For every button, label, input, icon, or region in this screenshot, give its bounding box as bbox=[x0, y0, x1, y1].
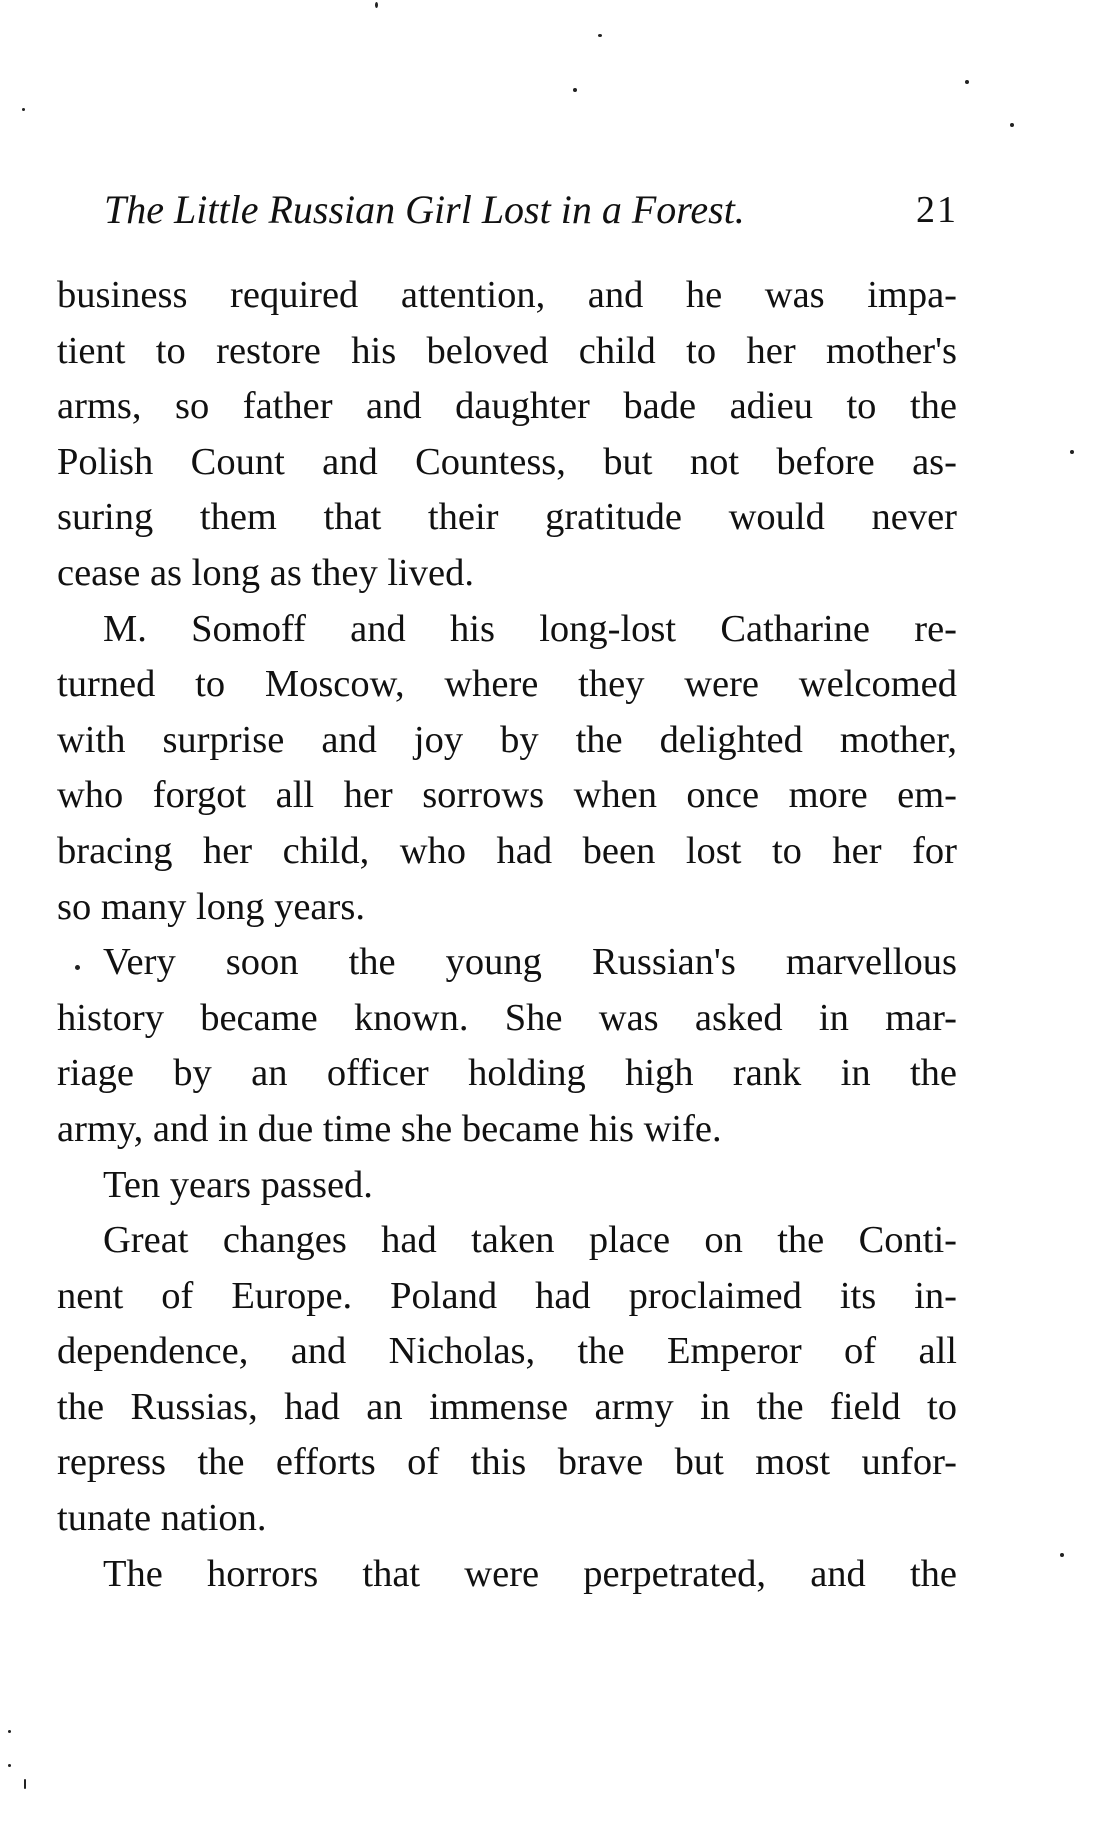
text-line: business required attention, and he was impa- bbox=[57, 274, 957, 316]
text-line: cease as long as they lived. bbox=[57, 551, 474, 594]
page-number: 21 bbox=[916, 189, 958, 231]
body-text bbox=[57, 268, 957, 1602]
text-line: repress the efforts of this brave but most unfor- bbox=[57, 1441, 957, 1484]
text-line: Great changes had taken place on the Conti- bbox=[103, 1219, 957, 1262]
scan-speck bbox=[1060, 1553, 1064, 1557]
text-line: dependence, and Nicholas, the Emperor of all bbox=[57, 1330, 957, 1373]
text-line: who forgot all her sorrows when once more em- bbox=[57, 774, 957, 817]
running-title: The Little Russian Girl Lost in a Forest. bbox=[104, 187, 745, 232]
text-line: The horrors that were perpetrated, and the bbox=[103, 1552, 957, 1595]
text-line: Very soon the young Russian's marvellous bbox=[103, 941, 957, 984]
text-line: nent of Europe. Poland had proclaimed its in- bbox=[57, 1274, 957, 1317]
scan-speck bbox=[573, 88, 577, 92]
text-line: turned to Moscow, where they were welcomed bbox=[57, 663, 957, 706]
text-line: with surprise and joy by the delighted mother, bbox=[57, 718, 957, 761]
scan-speck bbox=[375, 2, 378, 8]
text-line: history became known. She was asked in mar- bbox=[57, 996, 957, 1039]
text-line: army, and in due time she became his wife. bbox=[57, 1107, 722, 1150]
scan-speck bbox=[75, 965, 80, 970]
scan-speck bbox=[8, 1764, 11, 1767]
text-line: so many long years. bbox=[57, 885, 365, 928]
text-line: tunate nation. bbox=[57, 1497, 267, 1540]
scan-speck bbox=[965, 80, 969, 84]
text-line: Polish Count and Countess, but not before as- bbox=[57, 440, 957, 483]
text-line: tient to restore his beloved child to her mother's bbox=[57, 329, 957, 372]
scan-speck bbox=[22, 108, 25, 111]
scan-speck bbox=[8, 1730, 11, 1733]
scan-speck bbox=[1010, 123, 1014, 127]
text-line: Ten years passed. bbox=[103, 1163, 373, 1206]
scan-speck bbox=[598, 34, 602, 37]
text-line: arms, so father and daughter bade adieu to the bbox=[57, 385, 957, 428]
text-line: M. Somoff and his long-lost Catharine re- bbox=[103, 607, 957, 650]
text-line: riage by an officer holding high rank in the bbox=[57, 1052, 957, 1095]
text-line: bracing her child, who had been lost to her for bbox=[57, 829, 957, 872]
running-head bbox=[104, 182, 958, 238]
text-line: suring them that their gratitude would never bbox=[57, 496, 957, 539]
text-line: the Russias, had an immense army in the field to bbox=[57, 1385, 957, 1428]
scan-speck bbox=[24, 1779, 26, 1789]
scan-speck bbox=[1070, 450, 1074, 454]
